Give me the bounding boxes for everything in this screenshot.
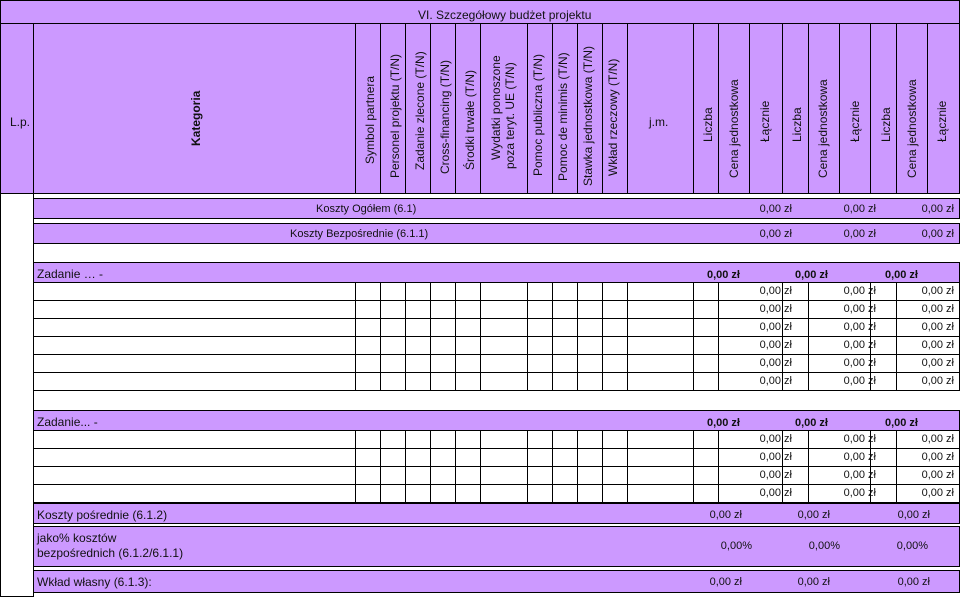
header-liczba-1: Liczba	[701, 107, 715, 142]
header-publiczna: Pomoc publiczna (T/N)	[531, 53, 545, 176]
row-bezposrednie-value-2: 0,00 zł	[843, 228, 876, 240]
header-cena-1: Cena jednostkowa	[727, 79, 741, 178]
header-wklad: Wkład rzeczowy (T/N)	[606, 58, 620, 176]
header-trwale: Środki trwałe (T/N)	[463, 69, 477, 170]
zadanie-2-row-2-value-1: 0,00 zł	[759, 451, 792, 463]
zadanie-1-row-1-value-1: 0,00 zł	[759, 285, 792, 297]
row-jako-value-2: 0,00%	[808, 540, 840, 552]
header-wydatki-line2: poza teryt. UE (T/N)	[503, 62, 517, 169]
zadanie-2-label: Zadanie... -	[37, 415, 98, 429]
zadanie-1-row-4-value-2: 0,00 zł	[843, 339, 876, 351]
zadanie-1-row-4-value-1: 0,00 zł	[759, 339, 792, 351]
header-lp: L.p.	[10, 115, 31, 129]
header-lacznie-3: Łącznie	[935, 100, 949, 142]
zadanie-1-row-3-value-2: 0,00 zł	[843, 321, 876, 333]
zadanie-1-total-3: 0,00 zł	[884, 269, 918, 281]
header-lacznie-1: Łącznie	[758, 100, 772, 142]
zadanie-2-row-2-value-3: 0,00 zł	[921, 451, 954, 463]
header-jm: j.m.	[649, 115, 669, 129]
zadanie-1-row-2-value-2: 0,00 zł	[843, 303, 876, 315]
header-personel: Personel projektu (T/N)	[388, 53, 402, 178]
zadanie-1-row-2-value-1: 0,00 zł	[759, 303, 792, 315]
header-deminimis: Pomoc de minimis (T/N)	[556, 52, 570, 181]
row-ogolem-value-3: 0,00 zł	[921, 203, 954, 215]
zadanie-1-row-3-value-3: 0,00 zł	[921, 321, 954, 333]
row-bezposrednie-value-3: 0,00 zł	[921, 228, 954, 240]
row-bezposrednie-label: Koszty Bezpośrednie (6.1.1)	[290, 228, 429, 240]
header-symbol: Symbol partnera	[363, 75, 377, 164]
row-posrednie-value-1: 0,00 zł	[709, 509, 742, 521]
zadanie-1-row-3-value-1: 0,00 zł	[759, 321, 792, 333]
row-wlasny-value-1: 0,00 zł	[709, 576, 742, 588]
row-wlasny-value-3: 0,00 zł	[897, 576, 930, 588]
row-wlasny-value-2: 0,00 zł	[797, 576, 830, 588]
row-ogolem-label: Koszty Ogółem (6.1)	[316, 203, 417, 215]
zadanie-2-total-3: 0,00 zł	[884, 417, 918, 429]
sheet-title: VI. Szczegółowy budżet projektu	[418, 8, 592, 22]
row-jako-value-1: 0,00%	[720, 540, 752, 552]
zadanie-2-row-3-value-1: 0,00 zł	[759, 469, 792, 481]
zadanie-2-total-2: 0,00 zł	[794, 417, 828, 429]
zadanie-1-row-5-value-2: 0,00 zł	[843, 357, 876, 369]
header-lacznie-2: Łącznie	[848, 100, 862, 142]
zadanie-2-total-1: 0,00 zł	[706, 417, 740, 429]
zadanie-1-row-5-value-1: 0,00 zł	[759, 357, 792, 369]
zadanie-2-row-4-value-3: 0,00 zł	[921, 487, 954, 499]
zadanie-1-total-2: 0,00 zł	[794, 269, 828, 281]
header-cena-3: Cena jednostkowa	[905, 79, 919, 178]
zadanie-2-row-1-value-1: 0,00 zł	[759, 433, 792, 445]
row-posrednie-value-2: 0,00 zł	[797, 509, 830, 521]
zadanie-2-row-1-value-2: 0,00 zł	[843, 433, 876, 445]
zadanie-1-row-2-value-3: 0,00 zł	[921, 303, 954, 315]
zadanie-1-row-4-value-3: 0,00 zł	[921, 339, 954, 351]
row-ogolem-value-1: 0,00 zł	[759, 203, 792, 215]
zadanie-1-label: Zadanie … -	[37, 267, 104, 281]
zadanie-2-row-3-value-3: 0,00 zł	[921, 469, 954, 481]
zadanie-1-total-1: 0,00 zł	[706, 269, 740, 281]
zadanie-2-row-2-value-2: 0,00 zł	[843, 451, 876, 463]
row-posrednie-value-3: 0,00 zł	[897, 509, 930, 521]
header-zlecone: Zadanie zlecone (T/N)	[413, 51, 427, 170]
header-kategoria: Kategoria	[189, 90, 203, 146]
header-stawka: Stawka jednostkowa (T/N)	[581, 45, 595, 186]
header-liczba-2: Liczba	[790, 107, 804, 142]
header-cross: Cross-financing (T/N)	[438, 59, 452, 174]
zadanie-2-row-4-value-2: 0,00 zł	[843, 487, 876, 499]
zadanie-1-row-1-value-3: 0,00 zł	[921, 285, 954, 297]
row-jako-label-line1: jako% kosztów	[37, 531, 117, 545]
row-posrednie-label: Koszty pośrednie (6.1.2)	[37, 508, 168, 522]
zadanie-1-row-5-value-3: 0,00 zł	[921, 357, 954, 369]
header-wydatki-line1: Wydatki ponoszone	[489, 55, 503, 160]
row-bezposrednie-value-1: 0,00 zł	[759, 228, 792, 240]
zadanie-2-row-4-value-1: 0,00 zł	[759, 487, 792, 499]
zadanie-2-row-1-value-3: 0,00 zł	[921, 433, 954, 445]
row-ogolem-value-2: 0,00 zł	[843, 203, 876, 215]
header-liczba-3: Liczba	[879, 107, 893, 142]
row-jako-label-line2: bezpośrednich (6.1.2/6.1.1)	[37, 546, 184, 560]
row-wlasny-label: Wkład własny (6.1.3):	[37, 575, 152, 589]
zadanie-1-row-1-value-2: 0,00 zł	[843, 285, 876, 297]
zadanie-1-row-6-value-1: 0,00 zł	[759, 375, 792, 387]
lp-column	[1, 194, 34, 597]
zadanie-2-row-3-value-2: 0,00 zł	[843, 469, 876, 481]
header-cena-2: Cena jednostkowa	[816, 79, 830, 178]
row-jako-value-3: 0,00%	[896, 540, 928, 552]
zadanie-1-row-6-value-3: 0,00 zł	[921, 375, 954, 387]
zadanie-1-row-6-value-2: 0,00 zł	[843, 375, 876, 387]
